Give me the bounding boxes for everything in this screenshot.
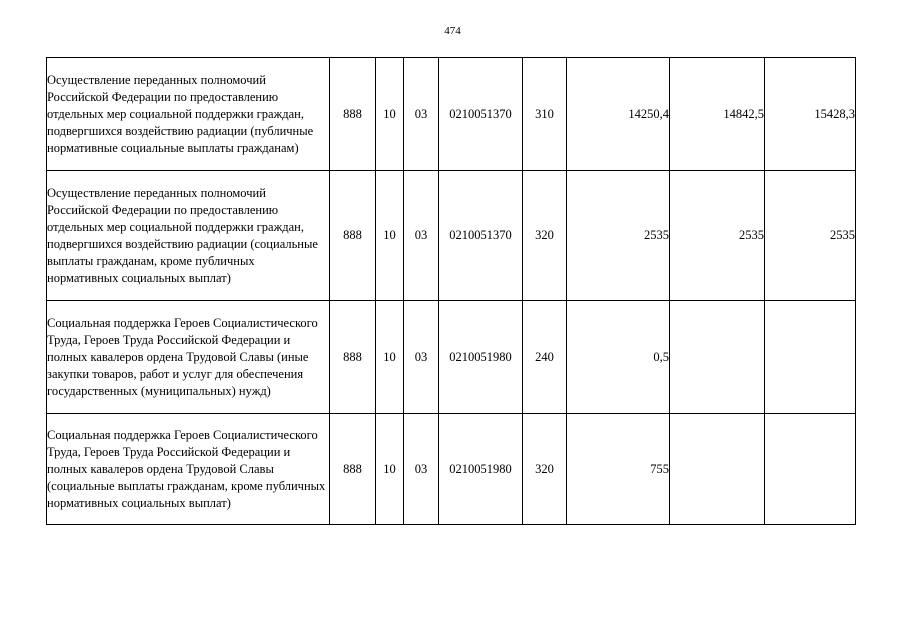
amount-year-3-cell [765,414,856,525]
amount-year-1-cell: 14250,4 [567,58,670,171]
subsection-code-cell: 03 [404,301,439,414]
target-article-cell: 0210051370 [439,58,523,171]
table-row [47,171,856,301]
expense-name-cell [47,171,330,301]
expense-type-cell: 310 [523,58,567,171]
grbs-code-cell: 888 [330,301,376,414]
table-row [47,414,856,525]
target-article-cell: 0210051980 [439,301,523,414]
section-code-cell: 10 [376,58,404,171]
expense-name-cell [47,58,330,171]
table-row [47,301,856,414]
expense-type-cell: 240 [523,301,567,414]
expense-name: Осуществление переданных полномочий Российской Федерации по предоставлению отдельных мер социальной поддержки граждан, подвергшихся воздействию радиации (публичные нормативные социальные выплаты гражданам) [47,72,314,155]
expense-name-cell [47,414,330,525]
amount-year-2-cell [670,301,765,414]
amount-year-3-cell: 15428,3 [765,58,856,171]
section-code-cell: 10 [376,301,404,414]
amount-year-3-cell: 2535 [765,171,856,301]
grbs-code-cell: 888 [330,58,376,171]
expense-type-cell: 320 [523,171,567,301]
amount-year-2-cell [670,414,765,525]
expense-name: Социальная поддержка Героев Социалистического Труда, Героев Труда Российской Федерации и полных кавалеров ордена Трудовой Славы (иные закупки товаров, работ и услуг для обеспечения государственных (муниципальных) нужд) [47,315,318,398]
amount-year-1-cell: 0,5 [567,301,670,414]
subsection-code-cell: 03 [404,58,439,171]
amount-year-2-cell: 14842,5 [670,58,765,171]
subsection-code-cell: 03 [404,171,439,301]
amount-year-2-cell: 2535 [670,171,765,301]
section-code-cell: 10 [376,171,404,301]
expense-name-cell [47,301,330,414]
grbs-code-cell: 888 [330,171,376,301]
target-article-cell: 0210051370 [439,171,523,301]
subsection-code-cell: 03 [404,414,439,525]
budget-table [46,57,856,525]
amount-year-1-cell: 755 [567,414,670,525]
expense-name: Осуществление переданных полномочий Российской Федерации по предоставлению отдельных мер социальной поддержки граждан, подвергшихся воздействию радиации (социальные выплаты гражданам, кроме публичных нормативных социальных выплат) [47,185,318,285]
table-row [47,58,856,171]
grbs-code-cell: 888 [330,414,376,525]
target-article-cell: 0210051980 [439,414,523,525]
amount-year-1-cell: 2535 [567,171,670,301]
section-code-cell: 10 [376,414,404,525]
page-number: 474 [444,25,461,37]
amount-year-3-cell [765,301,856,414]
expense-type-cell: 320 [523,414,567,525]
expense-name: Социальная поддержка Героев Социалистического Труда, Героев Труда Российской Федерации и полных кавалеров ордена Трудовой Славы (социальные выплаты гражданам, кроме публичных нормативных социальных выплат) [47,427,326,510]
